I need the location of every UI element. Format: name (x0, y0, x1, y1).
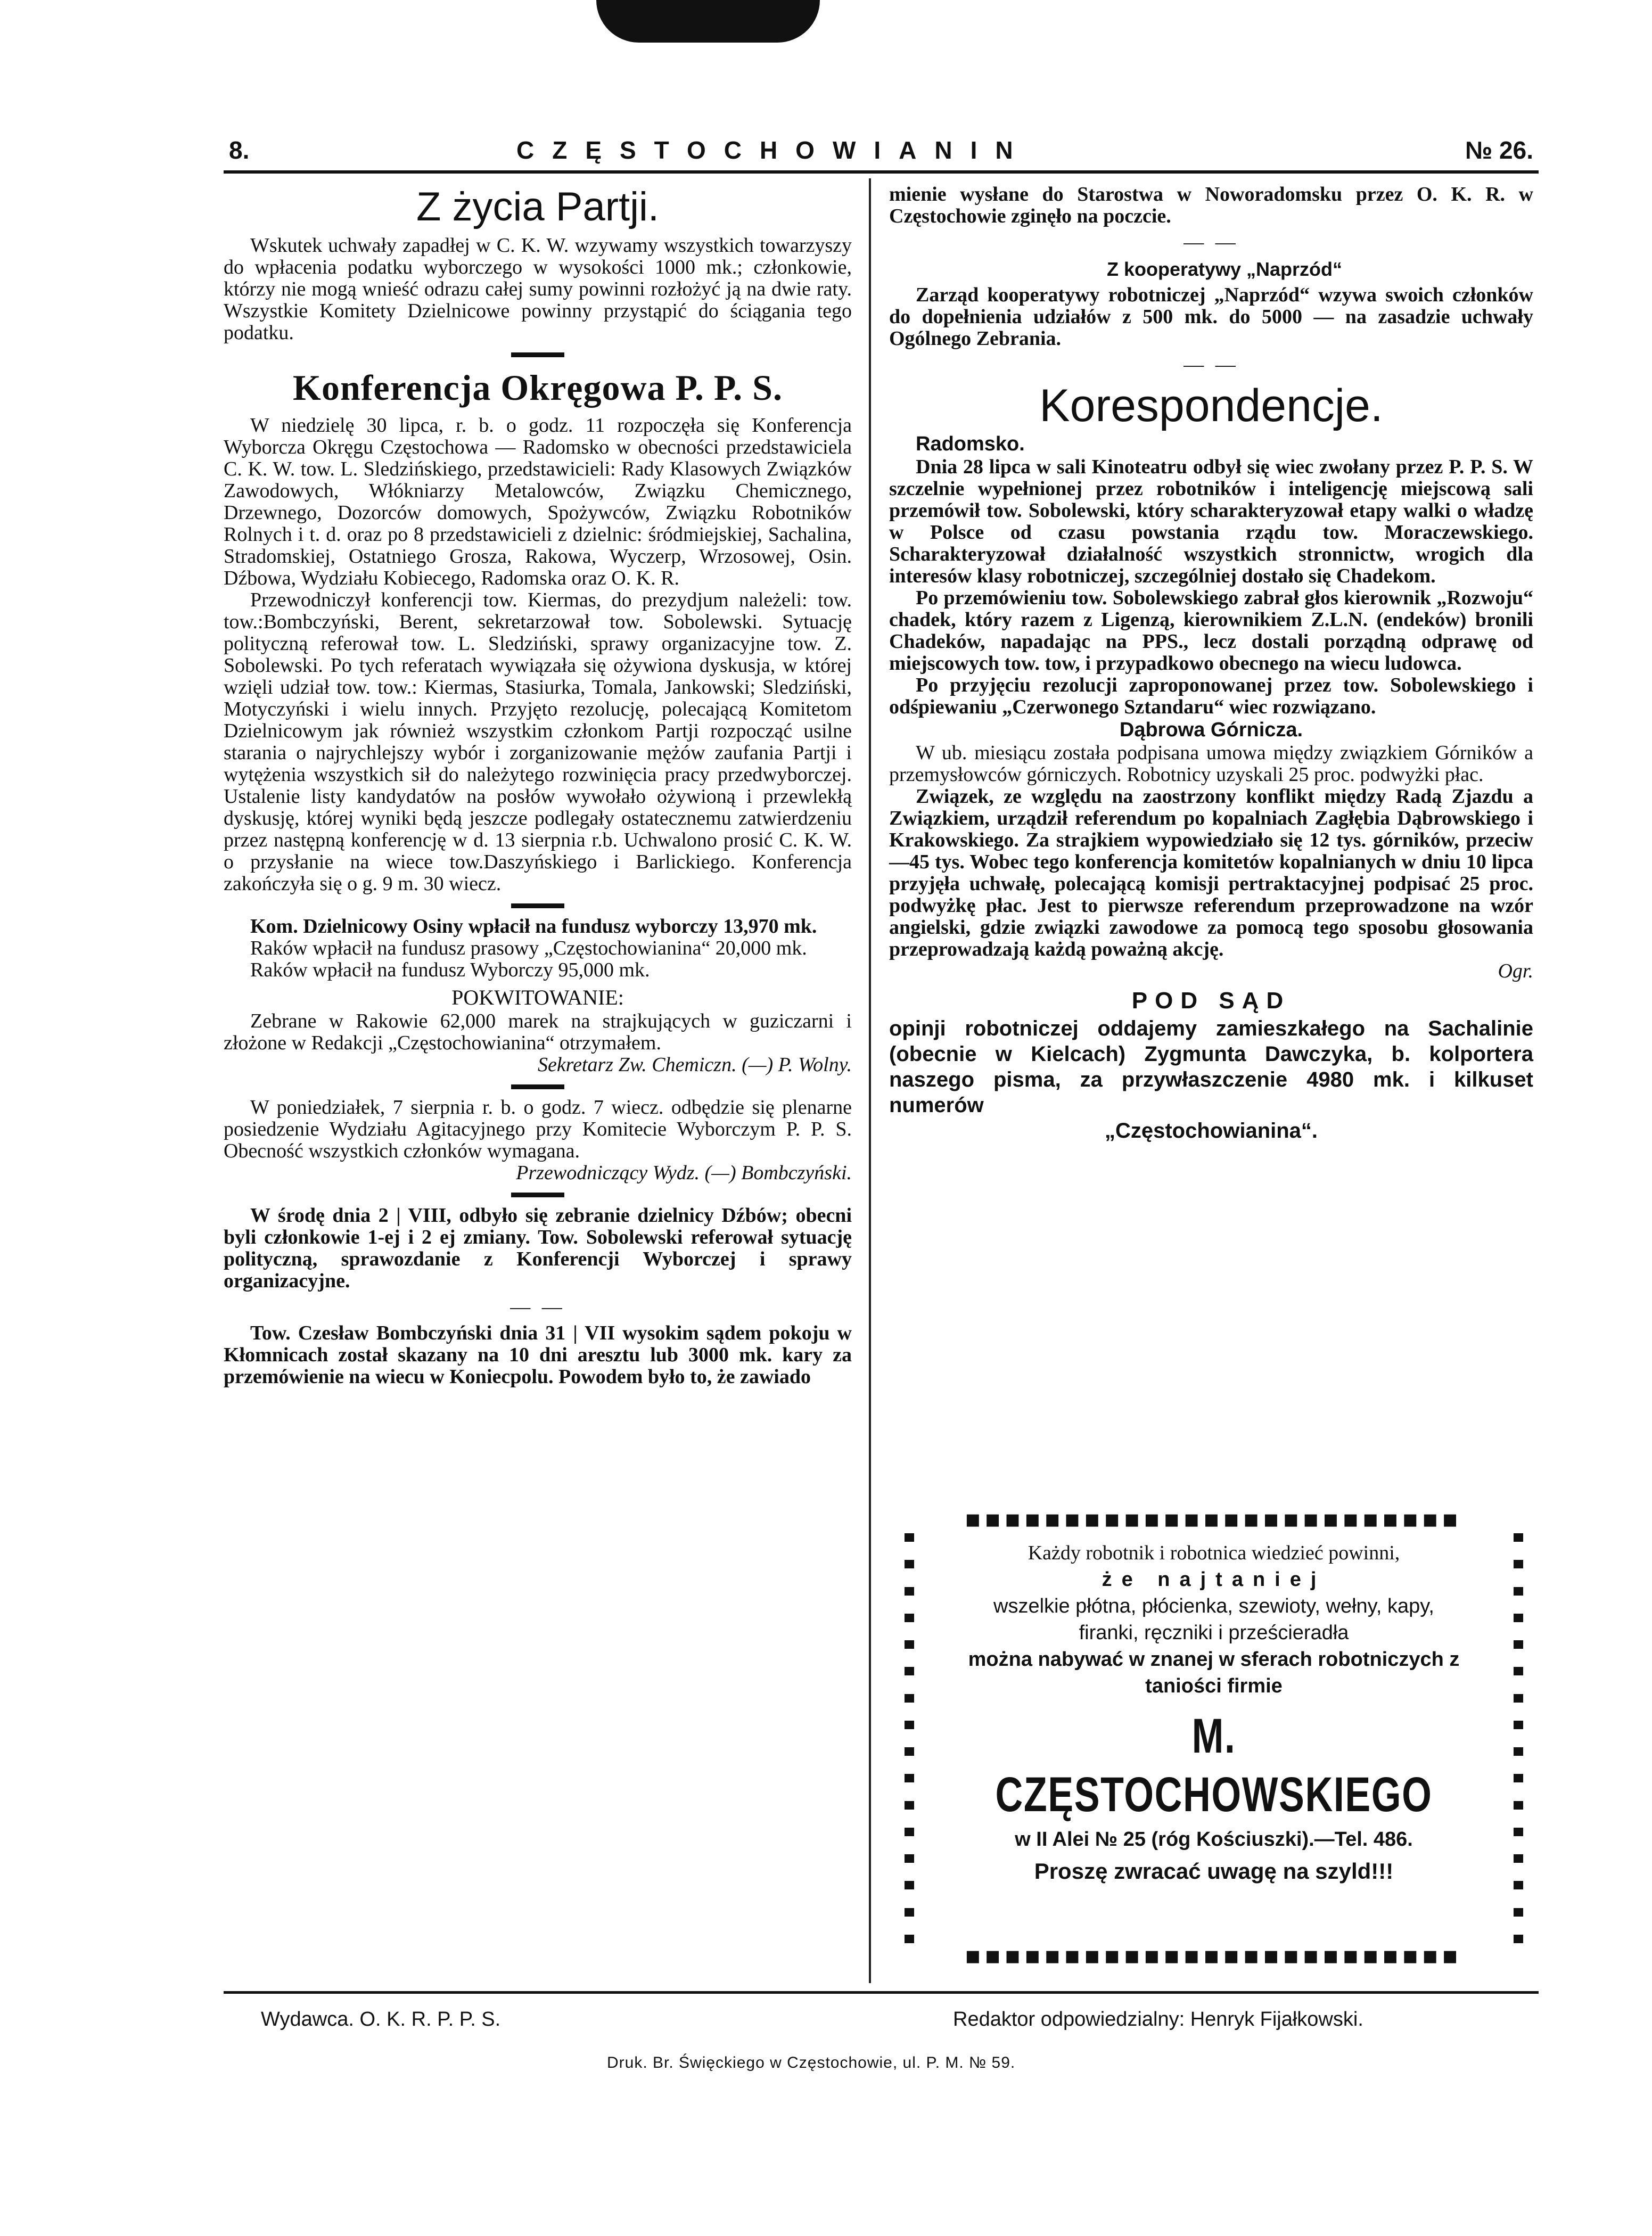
right-column (889, 184, 1533, 1144)
separator-bar (511, 352, 564, 357)
heading-korespondencje: Korespondencje. (1039, 380, 1383, 431)
heading-pod-sad: POD SĄD (1131, 988, 1291, 1014)
ad-content (932, 1540, 1496, 1937)
footer-rule (224, 1991, 1539, 1994)
wplata-rakow-wyborczy: Raków wpłacił na fundusz Wyborczy 95,000 mk. (250, 959, 650, 981)
separator-dashes: — — (1183, 231, 1239, 253)
pod-sad-text: opinji robotniczej oddajemy zamieszkałego na Sachalinie (obecnie w Kielcach) Zygmunta Dawczyka, b. kolportera naszego pisma, za przywłaszczenie 4980 mk. i kilkuset numerów (889, 1017, 1533, 1117)
masthead-title: CZĘSTOCHOWIANIN (516, 136, 1031, 164)
continuation-text: mienie wysłane do Starostwa w Noworadomsku przez O. K. R. w Częstochowie zginęło na poczcie. (889, 183, 1533, 227)
radomsko-para-3: Po przyjęciu rezolucji zaproponowanej przez tow. Sobolewskiego i odśpiewaniu „Czerwonego Sztandaru“ wiec rozwiązano. (889, 674, 1533, 718)
heading-konferencja: Konferencja Okręgowa P. P. S. (293, 367, 783, 408)
place-radomsko: Radomsko. (916, 433, 1025, 455)
dabrowa-para-2: Związek, ze względu na zaostrzony konflikt między Radą Zjazdu a Związkiem, urządził referendum po kopalniach Zagłębia Dąbrowskiego i Krakowskiego. Za strajkiem wypowiedziało się 12 tys. górników, przeciw —45 tys. Wobec tego konferencja komitetów kopalnianych w dniu 10 lipca przyjęła uchwałę, polecającą komisji pertraktacyjnej podpisać 25 proc. podwyżkę płac. Jest to pierwsze referendum przeprowadzone na wzór angielski, gdzie związki zawodowe za pomocą tego sposobu głosowania przeprowadzają każdą poważną akcję. (889, 785, 1533, 960)
pokwitowanie-signature: Sekretarz Zw. Chemiczn. (—) P. Wolny. (537, 1054, 852, 1076)
ad-address: w II Alei № 25 (róg Kościuszki).—Tel. 486. (1015, 1828, 1413, 1851)
kooperatywa-text: Zarząd kooperatywy robotniczej „Naprzód“ wzywa swoich członków do dopełnienia udziałów z 500 mk. do 5000 — na zasadzie uchwały Ogólnego Zebrania. (889, 284, 1533, 350)
footer-publisher: Wydawca. O. K. R. P. P. S. (261, 2008, 501, 2031)
bombczynski-text: Tow. Czesław Bombczyński dnia 31 | VII wysokim sądem pokoju w Kłomnicach został skazany na 10 dni aresztu lub 3000 mk. kary za przemówienie na wiecu w Koniecpolu. Powodem było to, że zawiado (224, 1322, 852, 1388)
wplata-rakow-prasowy: Raków wpłacił na fundusz prasowy „Częstochowianina“ 20,000 mk. (250, 937, 807, 959)
ad-border-top: ■■■■■■■■■■■■■■■■■■■■■■■■■ (965, 1510, 1462, 1529)
konferencja-para-1: W niedzielę 30 lipca, r. b. o godz. 11 rozpoczęła się Konferencja Wyborcza Okręgu Częstochowa — Radomsko w obecności przedstawiciela C. K. W. tow. L. Sledzińskiego, przedstawicieli: Rady Klasowych Związków Zawodowych, Włókniarzy Metalowców, Związku Chemicznego, Drzewnego, Dozorców domowych, Spożywców, Związku Robotników Rolnych i t. d. oraz po 8 przedstawicieli z dzielnic: śródmiejskiej, Sachalina, Stradomskiej, Ostatniego Grosza, Rakowa, Wyczerp, Wrzosowej, Osin. Dźbowa, Wydziału Kobiecego, Radomska oraz O. K. R. (224, 414, 852, 589)
heading-z-zycia-partji: Z życia Partji. (416, 184, 660, 229)
ad-line-3: wszelkie płótna, płócienka, szewioty, wełny, kapy, (993, 1595, 1434, 1617)
posiedzenie-text: W poniedziałek, 7 sierpnia r. b. o godz. 7 wiecz. odbędzie się plenarne posiedzenie Wydziału Agitacyjnego przy Komitecie Wyborczym P. P. S. Obecność wszystkich członków wymagana. (224, 1096, 852, 1162)
page-number: 8. (229, 136, 250, 164)
ad-line-4: firanki, ręczniki i prześcieradła (1079, 1622, 1349, 1644)
left-column (224, 184, 852, 1388)
header-rule (224, 170, 1539, 174)
korespondencje-signature: Ogr. (1498, 960, 1533, 982)
ad-border-bottom: ■■■■■■■■■■■■■■■■■■■■■■■■■ (965, 1947, 1462, 1966)
separator-dashes: — — (510, 1296, 565, 1318)
column-divider (869, 178, 871, 1983)
posiedzenie-signature: Przewodniczący Wydz. (—) Bombczyński. (516, 1162, 852, 1184)
separator-bar (511, 1084, 564, 1089)
radomsko-para-2: Po przemówieniu tow. Sobolewskiego zabrał głos kierownik „Rozwoju“ chadek, który razem z Ligenzą, kierownikiem Z.L.N. (endeków) bronili Chadeków, napadając na PPS., lecz dostali porządną odprawę od miejscowych tow. tow, i przypadkowo obecnego na wiecu ludowca. (889, 587, 1533, 675)
radomsko-para-1: Dnia 28 lipca w sali Kinoteatru odbył się wiec zwołany przez P. P. S. W szczelnie wypełnionej przez robotników i inteligencję miejscową sali przemówił tow. Sobolewski, który scharakteryzował etapy walki o władzę w Polsce od czasu powstania rządu tow. Moraczewskiego. Scharakteryzował działalność wszystkich stronnictw, wrogich dla interesów klasy robotniczej, szczególniej dostało się Chadekom. (889, 456, 1533, 587)
separator-dashes: — — (1183, 354, 1239, 376)
separator-bar (511, 903, 564, 908)
pod-sad-paper-name: „Częstochowianina“. (1104, 1119, 1318, 1142)
separator-bar (511, 1193, 564, 1197)
advertisement-box (900, 1512, 1528, 1964)
issue-number: № 26. (1465, 136, 1533, 164)
ad-border-right (1509, 1533, 1528, 1943)
ink-blot (596, 0, 820, 43)
zebranie-text: W środę dnia 2 | VIII, odbyło się zebranie dzielnicy Dźbów; obecni byli członkowie 1-ej i 2 ej zmiany. Tow. Sobolewski referował sytuację polityczną, sprawozdanie z Konferencji Wyborczej i sprawy organizacyjne. (224, 1204, 852, 1292)
printer-imprint: Druk. Br. Święckiego w Częstochowie, ul. P. M. № 59. (607, 2054, 1016, 2071)
article-z-zycia: Wskutek uchwały zapadłej w C. K. W. wzywamy wszystkich towarzyszy do wpłacenia podatku wyborczego w wysokości 1000 mk.; członkowie, którzy nie mogą wnieść odrazu całej sumy powinni rozłożyć ją na dwie raty. Wszystkie Komitety Dzielnicowe powinny przystąpić do ściągania tego podatku. (224, 234, 852, 344)
heading-kooperatywa: Z kooperatywy „Naprzód“ (1106, 258, 1343, 280)
ad-line-1: Każdy robotnik i robotnica wiedzieć powinni, (1028, 1542, 1400, 1564)
konferencja-para-2: Przewodniczył konferencji tow. Kiermas, do prezydjum należeli: tow. tow.:Bombczyński, Berent, sekretarzował tow. Sobolewski. Sytuację polityczną referował tow. L. Sledziński, sprawy organizacyjne tow. Z. Sobolewski. Po tych referatach wywiązała się ożywiona dyskusja, w której wzięli udział tow. tow.: Kiermas, Stasiurka, Tomala, Jankowski; Sledziński, Motyczyński i wielu innych. Przyjęto rezolucję, polecającą Komitetom Dzielnicowym jak również wszystkim członkom Partji rozpocząć usilne starania o najrychlejszy wybór i zorganizowanie mężów zaufania Partji i wytężenia wszystkich sił do należytego rozwinięcia pracy przedwyborczej. Ustalenie listy kandydatów na posłów wywołało ożywioną i przewlekłą dyskusję, której wyniki będą jeszcze podlegały ostatecznemu zatwierdzeniu przez następną konferencję w d. 13 sierpnia r.b. Uchwalono prosić C. K. W. o przysłanie na wiece tow.Daszyńskiego i Barlickiego. Konferencja zakończyła się o g. 9 m. 30 wiecz. (224, 589, 852, 895)
pokwitowanie-text: Zebrane w Rakowie 62,000 marek na strajkujących w guziczarni i złożone w Redakcji „Częstochowianina“ otrzymałem. (224, 1010, 852, 1054)
wplata-osiny: Kom. Dzielnicowy Osiny wpłacił na fundusz wyborczy 13,970 mk. (250, 915, 817, 938)
heading-pokwitowanie: POKWITOWANIE: (451, 985, 624, 1009)
ad-call-to-action: Proszę zwracać uwagę na szyld!!! (1034, 1859, 1394, 1884)
ad-brand-name: M. CZĘSTOCHOWSKIEGO (995, 1709, 1433, 1822)
running-header (229, 136, 1533, 173)
ad-border-left (900, 1533, 919, 1943)
footer-editor: Redaktor odpowiedzialny: Henryk Fijałkowski. (953, 2008, 1363, 2031)
ad-line-5: można nabywać w znanej w sferach robotniczych z taniości firmie (968, 1648, 1460, 1697)
ad-line-2: że najtaniej (1102, 1568, 1326, 1591)
place-dabrowa: Dąbrowa Górnicza. (1119, 719, 1303, 741)
dabrowa-para-1: W ub. miesiącu została podpisana umowa między związkiem Górników a przemysłowców górniczych. Robotnicy uzyskali 25 proc. podwyżki płac. (889, 742, 1533, 786)
